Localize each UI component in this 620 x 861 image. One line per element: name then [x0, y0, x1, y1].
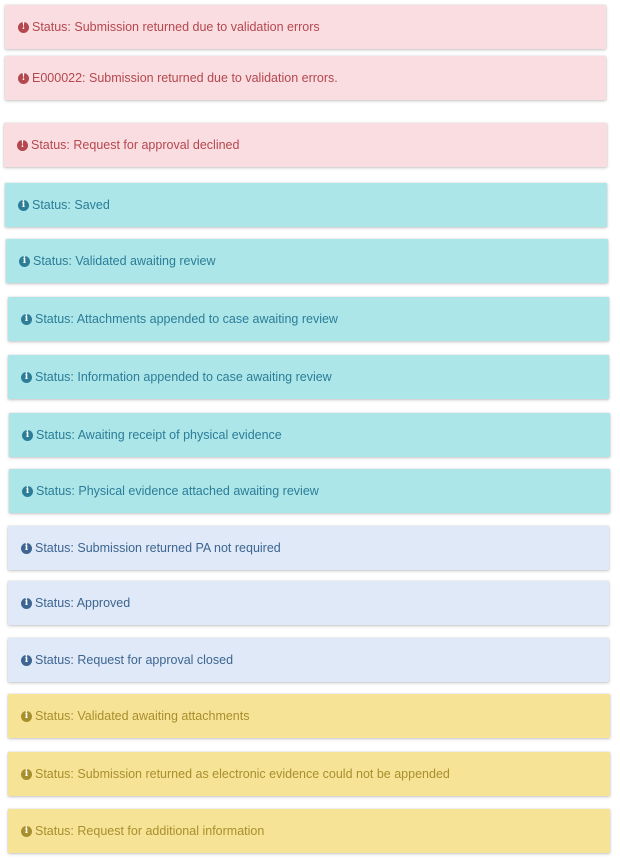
info-circle-icon: i — [21, 314, 32, 325]
alert-text: Status: Submission returned as electronic evidence could not be appended — [35, 767, 450, 781]
alert-text: Status: Information appended to case awaiting review — [35, 370, 332, 384]
alert-saved — [5, 183, 607, 227]
alert-validated-awaiting-review — [6, 239, 608, 283]
exclamation-circle-icon: ! — [18, 73, 29, 84]
alert-additional-information — [8, 809, 610, 853]
alert-validation-errors — [5, 5, 606, 49]
alert-text: Status: Validated awaiting review — [33, 254, 216, 268]
info-circle-icon: i — [21, 372, 32, 383]
alert-awaiting-attachments — [8, 694, 610, 738]
alert-electronic-evidence-failed — [8, 752, 610, 796]
alert-text: E000022: Submission returned due to validation errors. — [32, 71, 338, 85]
alert-approved — [8, 581, 609, 625]
alert-physical-evidence-attached — [9, 469, 610, 513]
alert-attachments-appended — [8, 297, 609, 341]
exclamation-circle-icon: ! — [18, 22, 29, 33]
alert-text: Status: Approved — [35, 596, 131, 610]
alert-approval-closed — [8, 638, 609, 682]
info-circle-icon: i — [19, 256, 30, 267]
info-circle-icon: i — [21, 826, 32, 837]
alert-text: Status: Request for additional information — [35, 824, 265, 838]
info-circle-icon: i — [22, 486, 33, 497]
alert-text: Status: Submission returned PA not required — [35, 541, 281, 555]
alert-text: Status: Awaiting receipt of physical evidence — [36, 428, 282, 442]
alert-text: Status: Submission returned due to validation errors — [32, 20, 320, 34]
alert-text: Status: Attachments appended to case awaiting review — [35, 312, 338, 326]
alert-text: Status: Validated awaiting attachments — [35, 709, 250, 723]
info-circle-icon: i — [18, 200, 29, 211]
alert-text: Status: Saved — [32, 198, 110, 212]
info-circle-icon: i — [22, 430, 33, 441]
info-circle-icon: i — [21, 711, 32, 722]
alert-text: Status: Request for approval closed — [35, 653, 234, 667]
alert-pa-not-required — [8, 526, 609, 570]
alert-information-appended — [8, 355, 609, 399]
exclamation-circle-icon: ! — [17, 140, 28, 151]
info-circle-icon: i — [21, 598, 32, 609]
info-circle-icon: i — [21, 543, 32, 554]
info-circle-icon: i — [21, 655, 32, 666]
alert-error-e000022 — [5, 56, 606, 100]
alert-awaiting-physical-evidence — [9, 413, 610, 457]
alert-approval-declined — [4, 123, 607, 167]
alert-text: Status: Physical evidence attached awaiting review — [36, 484, 319, 498]
alert-text: Status: Request for approval declined — [31, 138, 240, 152]
info-circle-icon: i — [21, 769, 32, 780]
